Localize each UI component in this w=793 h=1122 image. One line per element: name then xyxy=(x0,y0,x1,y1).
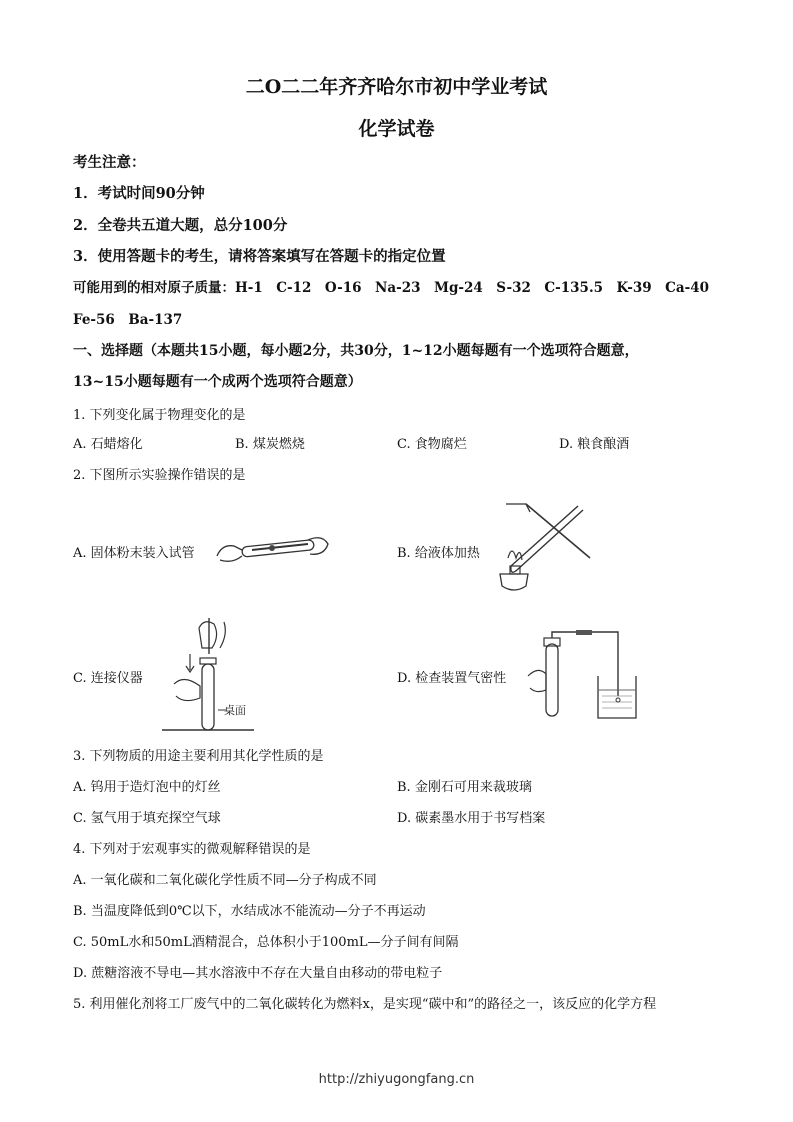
q1-option-b: B. 煤炭燃烧 xyxy=(235,437,305,452)
figure-c-label: 桌面 xyxy=(224,704,246,717)
section-heading: 一、选择题（本题共15小题，每小题2分，共30分，1~12小题每题有一个选项符合题意， xyxy=(73,343,639,359)
q4-option-c: C. 50mL水和50mL酒精混合，总体积小于100mL—分子间有间隔 xyxy=(73,935,459,950)
q1-option-d: D. 粮食酿酒 xyxy=(559,437,630,452)
q1-option-c: C. 食物腐烂 xyxy=(397,437,467,452)
notice-item: 3．使用答题卡的考生，请将答案填写在答题卡的指定位置 xyxy=(73,248,446,265)
section-heading: 13~15小题每题有一个成两个选项符合题意） xyxy=(73,374,362,390)
q3-option-a: A. 钨用于造灯泡中的灯丝 xyxy=(73,780,221,795)
q3-option-c: C. 氢气用于填充探空气球 xyxy=(73,811,221,826)
q2-option-b: B. 给液体加热 xyxy=(397,546,480,561)
q2-option-d: D. 检查装置气密性 xyxy=(397,671,507,686)
question-3-stem: 3. 下列物质的用途主要利用其化学性质的是 xyxy=(73,749,324,764)
q4-option-d: D. 蔗糖溶液不导电—其水溶液中不存在大量自由移动的带电粒子 xyxy=(73,966,443,981)
q2-option-c: C. 连接仪器 xyxy=(73,671,143,686)
q4-option-a: A. 一氧化碳和二氧化碳化学性质不同—分子构成不同 xyxy=(73,873,377,888)
notice-heading: 考生注意： xyxy=(73,154,146,171)
q2-option-a: A. 固体粉末装入试管 xyxy=(73,546,195,561)
question-5-stem: 5. 利用催化剂将工厂废气中的二氧化碳转化为燃料x，是实现“碳中和”的路径之一，该反应的化学方程 xyxy=(73,997,657,1012)
atomic-masses-line: Fe-56 Ba-137 xyxy=(73,312,183,328)
notice-item: 2．全卷共五道大题，总分100分 xyxy=(73,217,288,234)
q1-option-a: A. 石蜡熔化 xyxy=(73,437,143,452)
notice-item: 1．考试时间90分钟 xyxy=(73,185,205,202)
exam-subtitle: 化学试卷 xyxy=(358,118,435,140)
q3-option-d: D. 碳素墨水用于书写档案 xyxy=(397,811,546,826)
atomic-masses-line: 可能用到的相对原子质量：H-1 C-12 O-16 Na-23 Mg-24 S-32 C-135.5 K-39 Ca-40 xyxy=(73,280,710,296)
q3-option-b: B. 金刚石可用来裁玻璃 xyxy=(397,780,532,795)
question-2-stem: 2. 下图所示实验操作错误的是 xyxy=(73,468,246,483)
footer-url: http://zhiyugongfang.cn xyxy=(318,1072,475,1087)
figure-powder-into-tube xyxy=(212,526,332,571)
question-4-stem: 4. 下列对于宏观事实的微观解释错误的是 xyxy=(73,842,311,857)
exam-title: 二O二二年齐齐哈尔市初中学业考试 xyxy=(245,76,548,98)
q4-option-b: B. 当温度降低到0℃以下，水结成冰不能流动—分子不再运动 xyxy=(73,904,426,919)
figure-heating-liquid xyxy=(486,496,598,600)
figure-connecting-apparatus xyxy=(154,614,266,734)
figure-air-tightness-check xyxy=(522,630,642,722)
question-1-stem: 1. 下列变化属于物理变化的是 xyxy=(73,408,246,423)
